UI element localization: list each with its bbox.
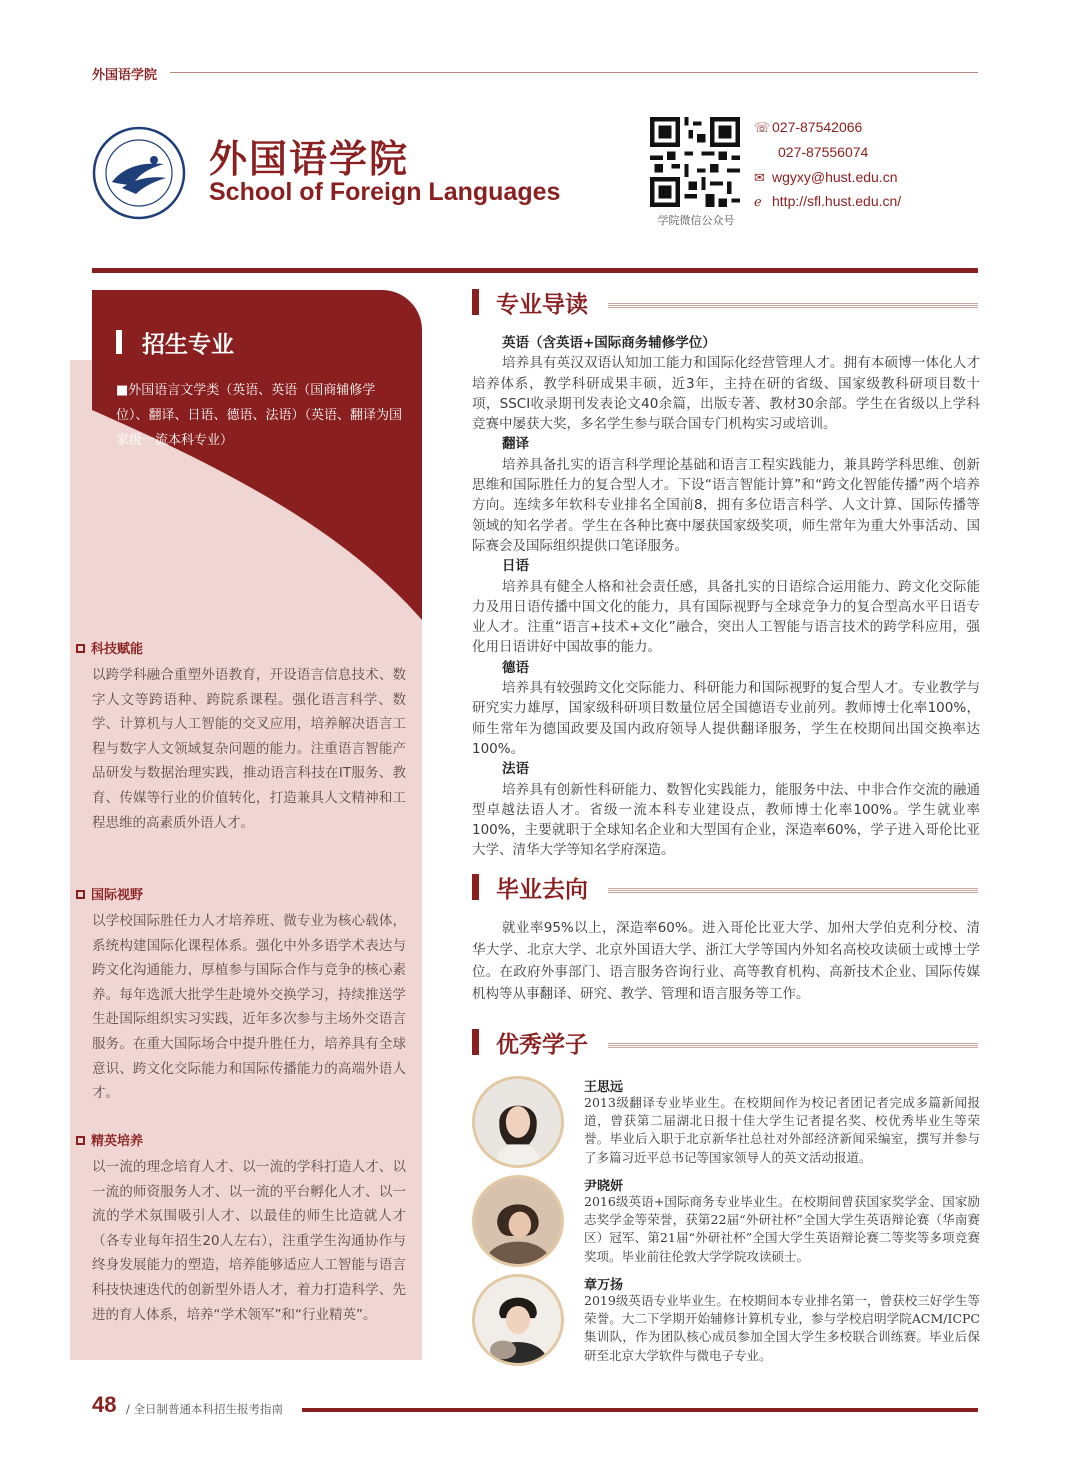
student-desc: 2019级英语专业毕业生。在校期间本专业排名第一，曾获校三好学生等荣誉。大二下学期开始辅修计算机专业，参与学校启明学院ACM/ICPC集训队，作为团队核心成员参加全国大学生多校联合训练赛。毕业后保研至北京大学软件与微电子专业。 [584, 1293, 980, 1363]
phone-icon: ☏ [754, 120, 771, 135]
enrollment-title: 招生专业 [142, 332, 234, 358]
phone-number-1[interactable]: 027-87542066 [772, 119, 863, 135]
career-text: 就业率95%以上，深造率60%。进入哥伦比亚大学、加州大学伯克利分校、清华大学、北京大学、北京外国语大学、浙江大学等国内外知名高校攻读硕士或博士学位。在政府外事部门、语言服务咨询行业、高等教育机构、高新技术企业、国际传媒机构等从事翻译、研究、教学、管理和语言服务等工作。 [472, 920, 980, 1002]
career-heading: 毕业去向 [472, 871, 978, 905]
left-section-body: 以一流的理念培育人才、以一流的学科打造人才、以一流的师资服务人才、以一流的平台孵化人才、以一流的学术氛围吸引人才、以最佳的师生比造就人才（各专业每年招生20人左右），注重学生沟通协作与终身发展能力的塑造，培养能够适应人工智能与语言科技快速迭代的创新型外语人才，着力打造科学、先进的育人体系，培养“学术领军”和“行业精英”。 [92, 1159, 406, 1323]
footer-text: / 全日制普通本科招生报考指南 [126, 1402, 284, 1416]
student-card [472, 1076, 980, 1176]
top-rule [170, 72, 978, 73]
page-title-english: School of Foreign Languages [209, 178, 561, 206]
email-line [754, 169, 898, 186]
majors-heading: 专业导读 [472, 286, 978, 320]
student-card [472, 1274, 980, 1374]
square-icon [76, 644, 85, 653]
major-desc: 培养具有英汉双语认知加工能力和国际化经营管理人才。拥有本硕博一体化人才培养体系，教学科研成果丰硕，近3年，主持在研的省级、国家级教科研项目数十项，SSCI收录期刊发表论文40余篇，出版专著、教材30余部。学生在省级以上学科竞赛中屡获大奖，多名学生参与联合国专门机构实习或培训。 [472, 355, 980, 433]
phone-line-2 [778, 144, 868, 160]
left-section-title: 科技赋能 [76, 638, 406, 657]
students-heading: 优秀学子 [472, 1026, 978, 1060]
footer-rule [302, 1408, 978, 1412]
student-name: 尹晓妍 [584, 1179, 624, 1194]
major-name: 英语（含英语+国际商务辅修学位） [502, 335, 716, 351]
major-desc: 培养具有健全人格和社会责任感，具备扎实的日语综合运用能力、跨文化交际能力及用日语传播中国文化的能力，具有国际视野与全球竞争力的复合型高水平日语专业人才。注重“语言+技术+文化”融合，突出人工智能与语言技术的跨学科应用，强化用日语讲好中国故事的能力。 [472, 578, 980, 656]
left-section-elite [76, 1130, 406, 1327]
square-icon [76, 890, 85, 899]
left-section-title: 精英培养 [76, 1130, 406, 1149]
student-photo-avatar [472, 1274, 564, 1366]
website-line [754, 193, 901, 210]
email-link[interactable]: wgyxy@hust.edu.cn [772, 169, 898, 185]
school-logo-icon [92, 126, 186, 220]
major-name: 日语 [502, 558, 529, 575]
website-link[interactable]: http://sfl.hust.edu.cn/ [772, 193, 902, 209]
major-name: 法语 [502, 761, 529, 778]
enrollment-text: ■外国语言文学类（英语、英语（国商辅修学位）、翻译、日语、德语、法语）（英语、翻译为国家级一流本科专业） [116, 383, 403, 448]
section-label: 外国语学院 [92, 68, 158, 83]
student-name: 章万扬 [584, 1278, 624, 1293]
left-section-title: 国际视野 [76, 884, 406, 903]
major-name: 翻译 [502, 436, 529, 453]
major-desc: 培养具备扎实的语言科学理论基础和语言工程实践能力，兼具跨学科思维、创新思维和国际胜任力的复合型人才。下设“语言智能计算”和“跨文化智能传播”两个培养方向。连续多年软科专业排名全国前8，拥有多位语言科学、人文计算、国际传播等领域的知名学者。学生在各种比赛中屡获国家级奖项，师生常年为重大外事活动、国际赛会及国际组织提供口笔译服务。 [472, 456, 980, 554]
browser-icon: ℯ [754, 194, 762, 209]
page-number: 48 [92, 1392, 117, 1417]
major-name: 德语 [502, 659, 529, 676]
qr-caption: 学院微信公众号 [657, 214, 735, 227]
qr-code-icon[interactable] [650, 117, 740, 207]
left-section-body: 以跨学科融合重塑外语教育，开设语言信息技术、数字人文等跨语种、跨院系课程。强化语言科学、数学、计算机与人工智能的交叉应用，培养解决语言工程与数字人文领域复杂问题的能力。注重语言智能产品研发与数据治理实践，推动语言科技在IT服务、教育、传媒等行业的价值转化，打造兼具人文精神和工程思维的高素质外语人才。 [92, 667, 406, 831]
student-photo-avatar [472, 1175, 564, 1267]
header-divider [92, 268, 978, 273]
phone-line-1 [754, 119, 862, 136]
student-desc: 2013级翻译专业毕业生。在校期间作为校记者团记者完成多篇新闻报道，曾获第二届湖北日报十佳大学生记者提名奖、校优秀毕业生等荣誉。毕业后入职于北京新华社总社对外部经济新闻采编室，撰写并参与了多篇习近平总书记等国家领导人的英文活动报道。 [584, 1095, 980, 1165]
major-desc: 培养具有较强跨文化交际能力、科研能力和国际视野的复合型人才。专业教学与研究实力雄厚，国家级科研项目数量位居全国德语专业前列。教师博士化率100%，师生常年为德国政要及国内政府领导人提供翻译服务，学生在校期间出国交换率达100%。 [472, 680, 980, 757]
square-icon [76, 1136, 85, 1145]
major-desc: 培养具有创新性科研能力、数智化实践能力，能服务中法、中非合作交流的融通型卓越法语人才。省级一流本科专业建设点，教师博士化率100%。学生就业率100%，主要就职于全球知名企业和大型国有企业，深造率60%，学子进入哥伦比亚大学、清华大学等知名学府深造。 [472, 781, 980, 859]
phone-number-2[interactable]: 027-87556074 [778, 144, 869, 160]
student-photo-avatar [472, 1076, 564, 1168]
student-desc: 2016级英语+国际商务专业毕业生。在校期间曾获国家奖学金、国家励志奖学金等荣誉，获第22届“外研社杯”全国大学生英语辩论赛（华南赛区）冠军、第21届“外研社杯”全国大学生英语辩论赛二等奖等多项竞赛奖项。毕业前往伦敦大学学院攻读硕士。 [584, 1194, 980, 1264]
left-section-tech [76, 638, 406, 835]
page-title: 外国语学院 [209, 137, 410, 181]
left-section-body: 以学校国际胜任力人才培养班、微专业为核心载体，系统构建国际化课程体系。强化中外多语学术表达与跨文化沟通能力，厚植参与国际合作与竞争的核心素养。每年选派大批学生赴境外交换学习，持续推送学生赴国际组织实习实践，近年多次参与主场外交语言服务。在重大国际场合中提升胜任力，培养具有全球意识、跨文化交际能力和国际传播能力的高端外语人才。 [92, 913, 406, 1102]
mail-icon: ✉ [754, 170, 765, 185]
student-card [472, 1175, 980, 1275]
student-name: 王思远 [584, 1080, 624, 1095]
left-section-global [76, 884, 406, 1106]
majors-list [472, 333, 980, 861]
